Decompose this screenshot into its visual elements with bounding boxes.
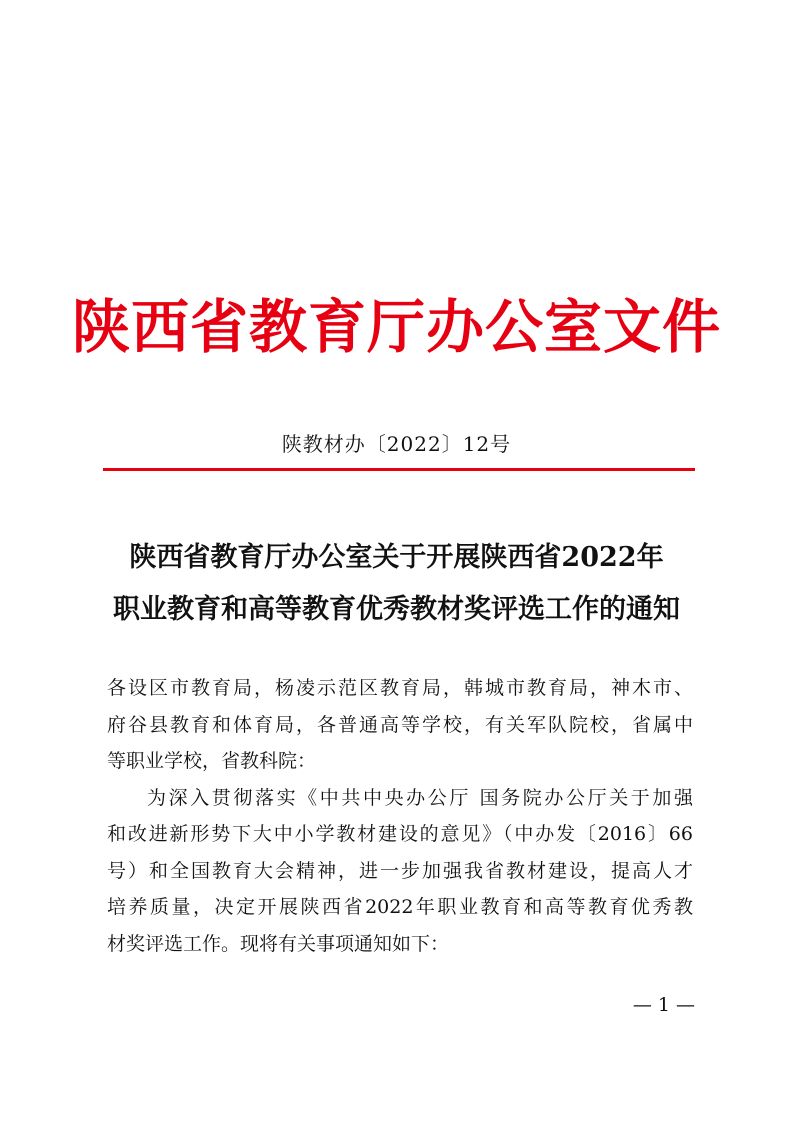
paragraph-line: 为深入贯彻落实《中共中央办公厅 国务院办公厅关于加强: [147, 786, 693, 809]
notice-body: [107, 670, 693, 962]
paragraph-line: 培养质量，决定开展陕西省2022年职业教育和高等教育优秀教: [107, 896, 693, 918]
paragraph-line: 和改进新形势下大中小学教材建设的意见》（中办发〔2016〕66: [107, 823, 693, 845]
salutation-line: 各设区市教育局，杨凌示范区教育局，韩城市教育局，神木市、: [107, 677, 693, 699]
page-number: — 1 —: [632, 994, 695, 1016]
salutation-line: 等职业学校，省教科院：: [107, 750, 317, 772]
paragraph-line: 号）和全国教育大会精神，进一步加强我省教材建设，提高人才: [107, 859, 693, 882]
salutation-line: 府谷县教育和体育局，各普通高等学校，有关军队院校，省属中: [107, 713, 693, 736]
notice-title-line-2: 职业教育和高等教育优秀教材奖评选工作的通知: [113, 594, 680, 625]
notice-title: [0, 532, 793, 636]
issuer-masthead: 陕西省教育厅办公室文件: [71, 293, 721, 361]
notice-title-line-1: 陕西省教育厅办公室关于开展陕西省2022年: [129, 542, 664, 573]
red-separator-line: [103, 468, 695, 471]
paragraph-line: 材奖评选工作。现将有关事项通知如下：: [107, 932, 450, 955]
document-number: 陕教材办〔2022〕12号: [281, 432, 512, 456]
